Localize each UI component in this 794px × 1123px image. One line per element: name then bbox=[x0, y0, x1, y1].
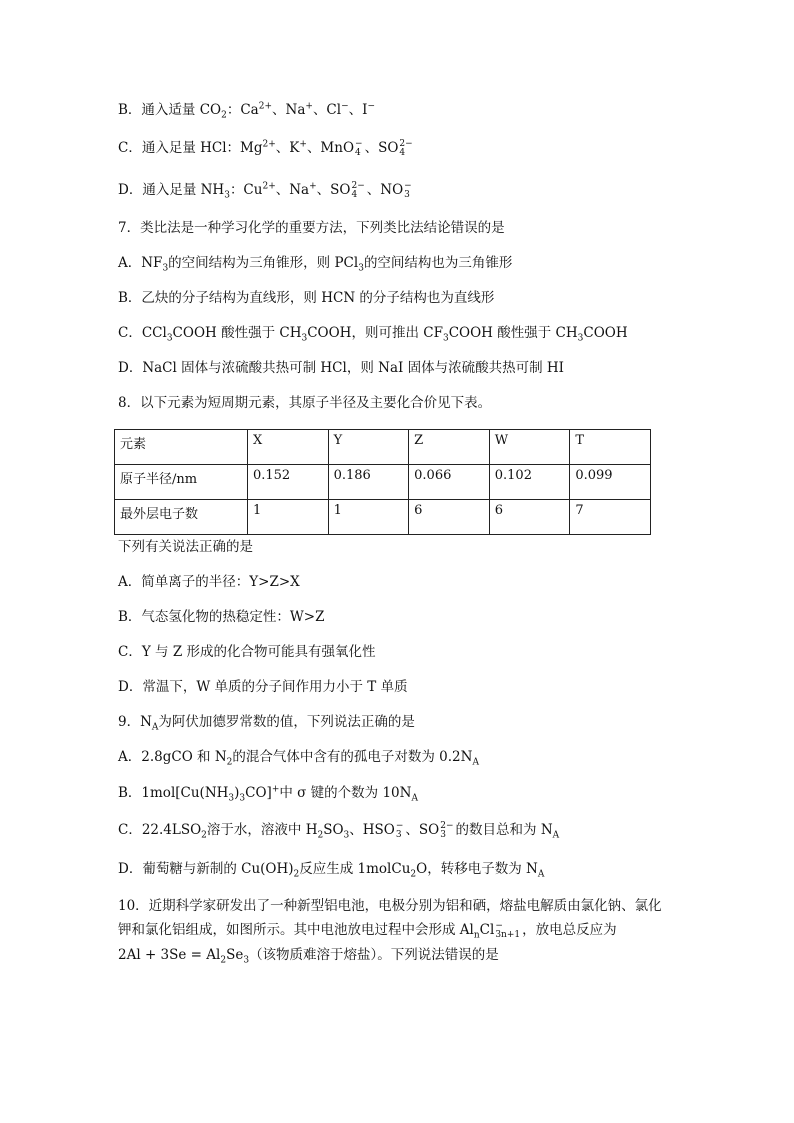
table-cell: Y bbox=[328, 430, 409, 465]
q6-option-b: B．通入适量 $CO_2$：$Ca^{2+}$、Na+、Cl−、I− bbox=[118, 101, 376, 121]
table-cell: 1 bbox=[247, 500, 328, 535]
table-cell: 0.152 bbox=[247, 465, 328, 500]
q8-option-a: A．简单离子的半径：Y>Z>X bbox=[118, 574, 300, 590]
table-cell: T bbox=[570, 430, 651, 465]
q7-option-c: C．CCl$_3$COOH 酸性强于 $CH_3COOH$，则可推出 $CF_3COOH$ 酸性强于 $CH_3COOH$ bbox=[118, 325, 628, 344]
q9-stem: 9．$N_A$为阿伏加德罗常数的值，下列说法正确的是 bbox=[118, 714, 415, 733]
table-cell: 0.102 bbox=[489, 465, 570, 500]
q8-stem: 8．以下元素为短周期元素，其原子半径及主要化合价见下表。 bbox=[118, 395, 492, 411]
q7-stem: 7．类比法是一种学习化学的重要方法，下列类比法结论错误的是 bbox=[118, 220, 505, 236]
q6-option-d: D．通入足量 $NH_3$：$Cu^{2+}$、Na+、SO 2− 4 、NO − 3 bbox=[118, 180, 412, 201]
q6-option-c: C．通入足量 HCl：$Mg^{2+}$、K+、MnO − 4 、SO 2− 4 bbox=[118, 138, 413, 158]
table-cell: 0.099 bbox=[570, 465, 651, 500]
q8-option-d: D．常温下，W 单质的分子间作用力小于 T 单质 bbox=[118, 679, 408, 695]
q10-line-3: $2Al + 3Se = Al_2Se_3$（该物质难溶于熔盐）。下列说法错误的是 bbox=[118, 947, 499, 966]
table-row bbox=[115, 500, 651, 535]
table-cell: 0.186 bbox=[328, 465, 409, 500]
q7-option-b: B．乙炔的分子结构为直线形，则 HCN 的分子结构也为直线形 bbox=[118, 290, 495, 306]
q9-option-d: D．葡萄糖与新制的 $Cu(OH)_2$反应生成 1molCu$_2$O，转移电子数为 $N_A$ bbox=[118, 861, 545, 880]
table-cell: 1 bbox=[328, 500, 409, 535]
q10-line-1: 10．近期科学家研发出了一种新型铝电池，电极分别为铝和硒，熔盐电解质由氯化钠、氯化 bbox=[118, 898, 662, 914]
q8-option-c: C．Y 与 Z 形成的化合物可能具有强氧化性 bbox=[118, 644, 376, 660]
table-cell: 0.066 bbox=[409, 465, 490, 500]
table-header-row bbox=[115, 430, 651, 465]
q9-option-b: B．$1mol[Cu(NH_3)_3CO]^+$中 σ 键的个数为 $10N_A$ bbox=[118, 784, 418, 804]
q7-option-a: A．$NF_3$的空间结构为三角锥形，则 PCl$_3$的空间结构也为三角锥形 bbox=[118, 255, 513, 274]
table-row bbox=[115, 465, 651, 500]
element-table bbox=[114, 429, 651, 535]
q10-line-2: 钾和氯化铝组成，如图所示。其中电池放电过程中会形成 $Al_nCl$ − 3n+1 ，放电总反应为 bbox=[118, 920, 617, 941]
q9-option-a: A．2.8gCO 和 $N_2$的混合气体中含有的孤电子对数为 $0.2N_A$ bbox=[118, 749, 479, 768]
table-cell: W bbox=[489, 430, 570, 465]
q8-after-table: 下列有关说法正确的是 bbox=[118, 539, 253, 555]
q9-option-c: C．$22.4LSO_2$溶于水，溶液中 $H_2SO_3$、HSO − 3 、SO 2− 3 的数目总和为 $N_A$ bbox=[118, 820, 560, 841]
table-cell: 最外层电子数 bbox=[115, 500, 248, 535]
table-cell: 7 bbox=[570, 500, 651, 535]
table-cell: 原子半径/nm bbox=[115, 465, 248, 500]
q8-option-b: B．气态氢化物的热稳定性：W>Z bbox=[118, 609, 325, 625]
table-cell: 6 bbox=[489, 500, 570, 535]
table-cell: 元素 bbox=[115, 430, 248, 465]
table-cell: X bbox=[247, 430, 328, 465]
q7-option-d: D．NaCl 固体与浓硫酸共热可制 HCl，则 NaI 固体与浓硫酸共热可制 HI bbox=[118, 360, 565, 376]
table-cell: Z bbox=[409, 430, 490, 465]
table-cell: 6 bbox=[409, 500, 490, 535]
